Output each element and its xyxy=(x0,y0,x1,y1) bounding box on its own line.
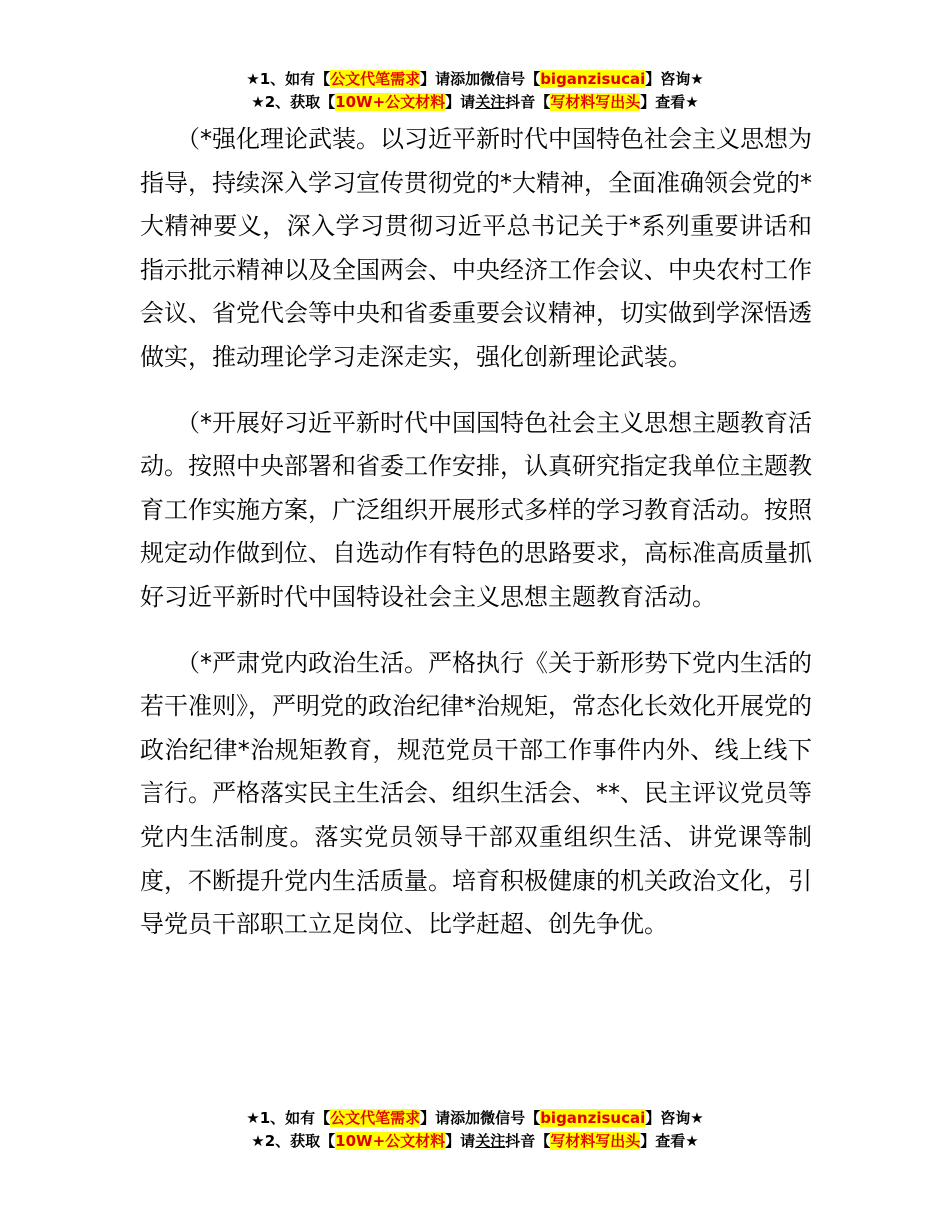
footer-banner xyxy=(0,1107,950,1153)
follow-underlined: 关注 xyxy=(475,93,506,111)
star-icon: ★ xyxy=(246,1109,260,1127)
star-icon: ★ xyxy=(251,1132,265,1150)
wechat-id-highlight: biganzisucai xyxy=(540,1109,646,1127)
banner-text: 】咨询 xyxy=(645,70,691,88)
follow-underlined: 关注 xyxy=(475,1132,506,1150)
star-icon: ★ xyxy=(685,1132,699,1150)
ghostwriting-highlight: 公文代笔需求 xyxy=(330,1109,421,1127)
paragraph-party-political-life: （*严肃党内政治生活。严格执行《关于新形势下党内生活的若干准则》，严明党的政治纪律*治规矩，常态化长效化开展党的政治纪律*治规矩教育，规范党员干部工作事件内外、线上线下言行。严格落实民主生活会、组织生活会、**、民主评议党员等党内生活制度。落实党员领导干部双重组织生活、讲党课等制度，不断提升党内生活质量。培育积极健康的机关政治文化，引导党员干部职工立足岗位、比学赶超、创先争优。 xyxy=(140,648,812,939)
star-icon: ★ xyxy=(690,1109,704,1127)
star-icon: ★ xyxy=(690,70,704,88)
ghostwriting-highlight: 公文代笔需求 xyxy=(330,70,421,88)
document-body xyxy=(140,118,812,969)
banner-text: 2、获取【 xyxy=(264,93,336,111)
materials-highlight: 10W+公文材料 xyxy=(335,93,446,111)
douyin-account-highlight: 写材料写出头 xyxy=(550,93,641,111)
banner-text: 2、获取【 xyxy=(264,1132,336,1150)
materials-highlight: 10W+公文材料 xyxy=(335,1132,446,1150)
banner-text: 】查看 xyxy=(640,93,686,111)
header-banner-line-1 xyxy=(0,68,950,91)
banner-text: 】请 xyxy=(445,1132,476,1150)
banner-text: 】请 xyxy=(445,93,476,111)
footer-banner-line-2 xyxy=(0,1130,950,1153)
header-banner xyxy=(0,68,950,114)
banner-text: 1、如有【 xyxy=(259,70,331,88)
banner-text: 】查看 xyxy=(640,1132,686,1150)
douyin-account-highlight: 写材料写出头 xyxy=(550,1132,641,1150)
banner-text: 抖音【 xyxy=(505,1132,551,1150)
star-icon: ★ xyxy=(251,93,265,111)
banner-text: 1、如有【 xyxy=(259,1109,331,1127)
paragraph-theory-armament: （*强化理论武装。以习近平新时代中国特色社会主义思想为指导，持续深入学习宣传贯彻党的*大精神，全面准确领会党的*大精神要义，深入学习贯彻习近平总书记关于*系列重要讲话和指示批示精神以及全国两会、中央经济工作会议、中央农村工作会议、省党代会等中央和省委重要会议精神，切实做到学深悟透做实，推动理论学习走深走实，强化创新理论武装。 xyxy=(140,125,812,371)
banner-text: 】请添加微信号【 xyxy=(420,70,541,88)
paragraph-theme-education: （*开展好习近平新时代中国国特色社会主义思想主题教育活动。按照中央部署和省委工作安排，认真研究指定我单位主题教育工作实施方案，广泛组织开展形式多样的学习教育活动。按照规定动作做到位、自选动作有特色的思路要求，高标准高质量抓好习近平新时代中国特设社会主义思想主题教育活动。 xyxy=(140,408,812,611)
star-icon: ★ xyxy=(246,70,260,88)
banner-text: 抖音【 xyxy=(505,93,551,111)
banner-text: 】咨询 xyxy=(645,1109,691,1127)
banner-text: 】请添加微信号【 xyxy=(420,1109,541,1127)
wechat-id-highlight: biganzisucai xyxy=(540,70,646,88)
footer-banner-line-1 xyxy=(0,1107,950,1130)
star-icon: ★ xyxy=(685,93,699,111)
header-banner-line-2 xyxy=(0,91,950,114)
